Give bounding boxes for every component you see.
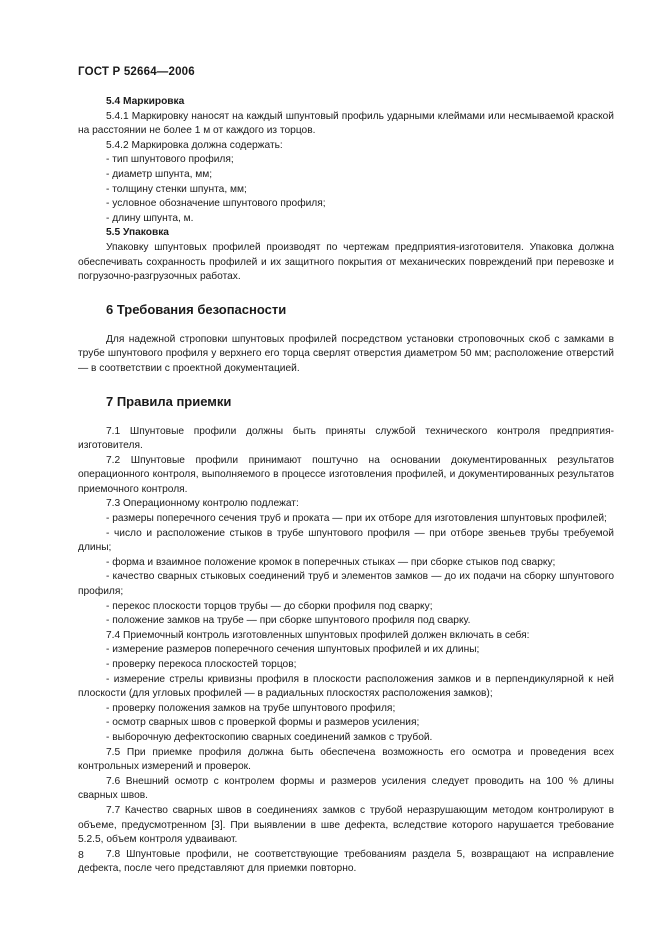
section-5-5-title: 5.5 Упаковка <box>106 227 169 239</box>
list-item: - измерение размеров поперечного сечения шпунтовых профилей и их длины; <box>106 644 480 656</box>
list-item: - число и расположение стыков в трубе шпунтового профиля — при отборе звеньев трубы требуемой длины; <box>78 527 614 554</box>
section-7-heading: 7 Правила приемки <box>106 393 232 409</box>
list-item: - тип шпунтового профиля; <box>106 154 234 166</box>
list-item: - выборочную дефектоскопию сварных соединений замков с трубой. <box>106 731 433 743</box>
paragraph-7-1: 7.1 Шпунтовые профили должны быть приняты службой технического контроля предприятия-изготовителя. <box>78 425 614 452</box>
paragraph-7-6: 7.6 Внешний осмотр с контролем формы и размеров усиления следует проводить на 100 % длины сварных швов. <box>78 775 614 802</box>
list-item: - измерение стрелы кривизны профиля в плоскости расположения замков и в перпендикулярной к ней плоскости (для угловых профилей — в радиальных плоскостях расположения замков); <box>78 673 614 700</box>
list-item: - проверку положения замков на трубе шпунтового профиля; <box>106 702 396 714</box>
list-item: - диаметр шпунта, мм; <box>106 168 213 180</box>
paragraph-7-4: 7.4 Приемочный контроль изготовленных шпунтовых профилей должен включать в себя: <box>106 629 530 641</box>
list-item: - длину шпунта, м. <box>106 212 194 224</box>
paragraph-7-7: 7.7 Качество сварных швов в соединениях замков с трубой неразрушающим методом контролируют в объеме, предусмотренном [3]. При выявлении в шве дефекта, вследствие которого нарушается требование 5.2.5, объем контроля удваивают. <box>78 804 614 846</box>
section-5-4-title: 5.4 Маркировка <box>106 96 185 107</box>
list-item: - осмотр сварных швов с проверкой формы и размеров усиления; <box>106 717 420 729</box>
list-item: - условное обозначение шпунтового профиля; <box>106 198 326 210</box>
page-number: 8 <box>78 849 84 861</box>
section-6-heading: 6 Требования безопасности <box>106 301 287 317</box>
list-item: - положение замков на трубе — при сборке шпунтового профиля под сварку. <box>106 615 471 627</box>
list-item: - качество сварных стыковых соединений труб и элементов замков — до их подачи на сборку шпунтового профиля; <box>78 571 614 598</box>
document-body <box>78 95 614 877</box>
paragraph-5-4-2: 5.4.2 Маркировка должна содержать: <box>106 139 283 151</box>
paragraph-7-8: 7.8 Шпунтовые профили, не соответствующие требованиям раздела 5, возвращают на исправление дефекта, после чего представляют для приемки повторно. <box>78 848 614 875</box>
paragraph-5-4-1: 5.4.1 Маркировку наносят на каждый шпунтовый профиль ударными клеймами или несмываемой краской на расстоянии не более 1 м от каждого из торцов. <box>78 110 614 137</box>
paragraph-7-2: 7.2 Шпунтовые профили принимают поштучно на основании документированных результатов операционного контроля, выполняемого в процессе изготовления профилей, и документированных результатов приемочного контроля. <box>78 454 614 495</box>
paragraph-7-3: 7.3 Операционному контролю подлежат: <box>106 498 299 510</box>
paragraph-7-5: 7.5 При приемке профиля должна быть обеспечена возможность его осмотра и проведения всех контрольных измерений и проверок. <box>78 746 614 773</box>
paragraph-6: Для надежной строповки шпунтовых профилей посредством установки строповочных скоб с замками в трубе шпунтового профиля у верхнего его торца сверлят отверстия диаметром 50 мм; расположение отверстий — в соответствии с проектной документацией. <box>78 333 614 374</box>
list-item: - толщину стенки шпунта, мм; <box>106 183 247 195</box>
list-item: - размеры поперечного сечения труб и проката — при их отборе для изготовления шпунтовых профилей; <box>106 513 607 525</box>
document-header: ГОСТ Р 52664—2006 <box>78 66 195 78</box>
paragraph-5-5: Упаковку шпунтовых профилей производят по чертежам предприятия-изготовителя. Упаковка должна обеспечивать сохранность профилей и их защитного покрытия от механических повреждений при перевозке и погрузочно-разгрузочных работах. <box>78 241 614 283</box>
list-item: - проверку перекоса плоскостей торцов; <box>106 659 297 670</box>
list-item: - форма и взаимное положение кромок в поперечных стыках — при сборке стыков под сварку; <box>106 556 556 568</box>
list-item: - перекос плоскости торцов трубы — до сборки профиля под сварку; <box>106 600 433 612</box>
